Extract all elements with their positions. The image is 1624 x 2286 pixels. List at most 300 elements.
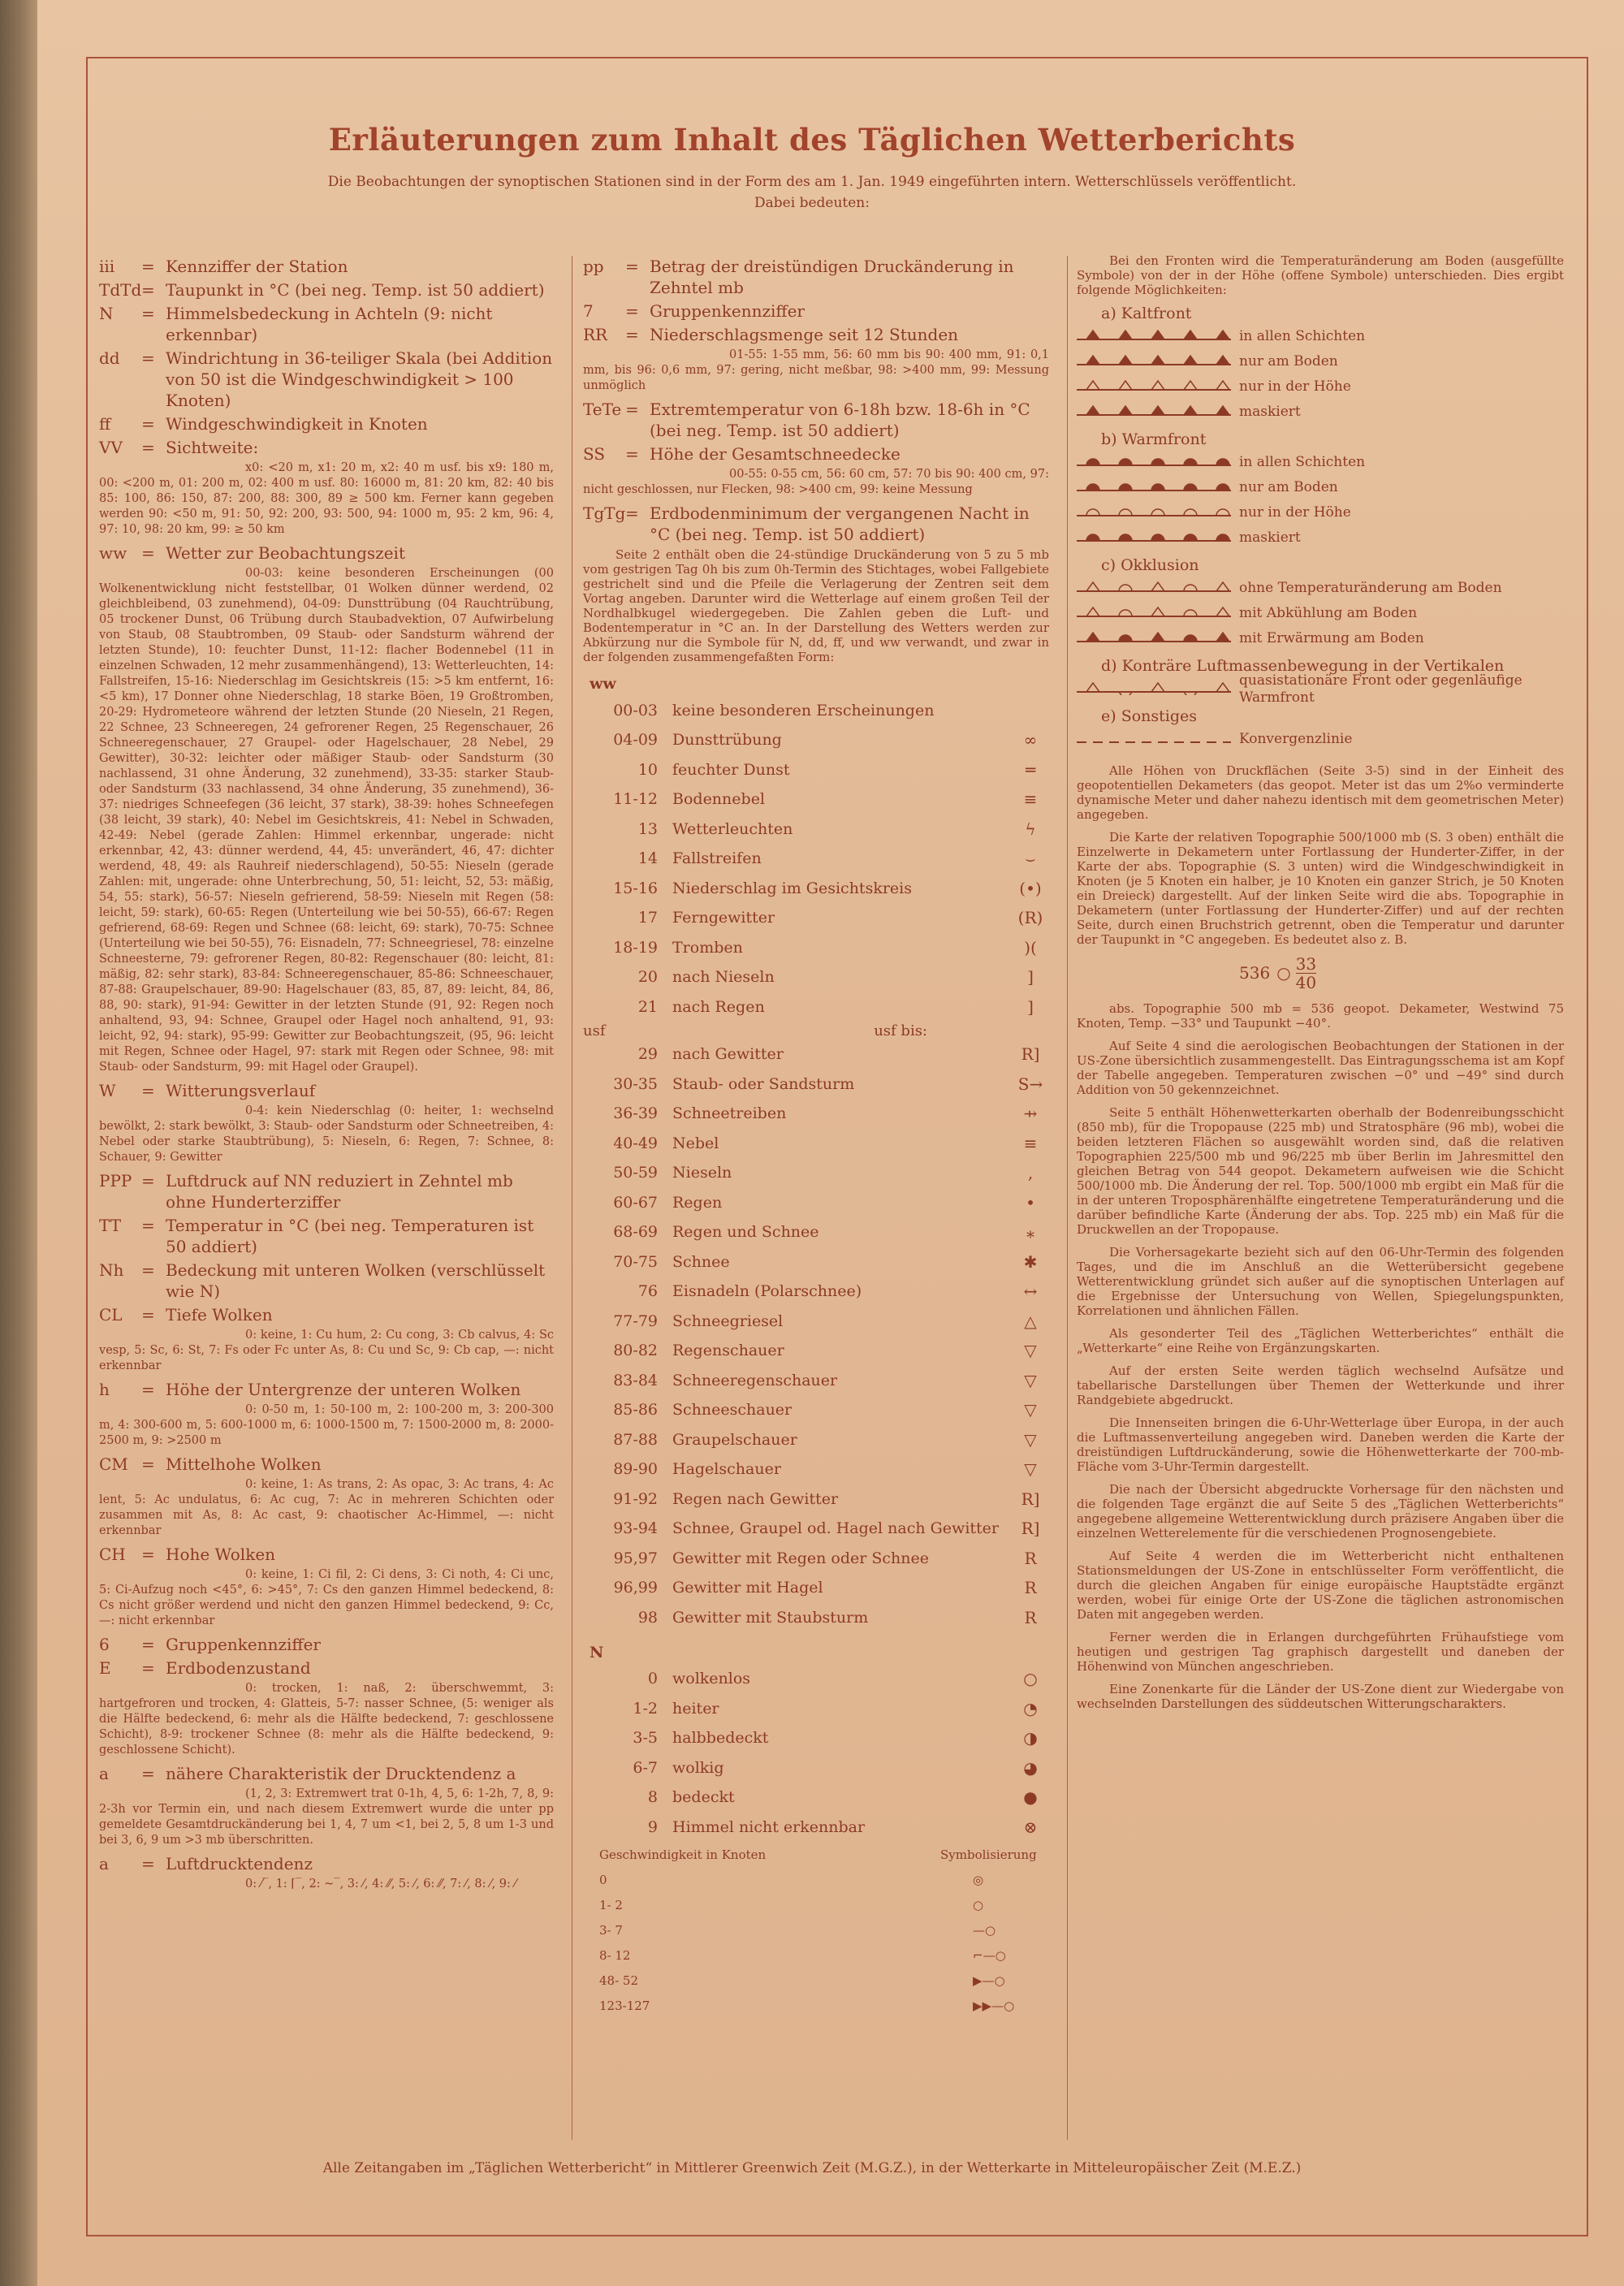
code-row	[583, 963, 1049, 993]
weather-symbol-icon: ▽	[1024, 1370, 1037, 1390]
code-symbol: Nh	[99, 1260, 124, 1280]
code-symbol: SS	[583, 444, 606, 464]
code-number: 8	[647, 1788, 658, 1807]
weather-symbol-icon: ϟ	[1025, 819, 1036, 839]
code-symbol: TeTe	[583, 400, 622, 419]
equals-sign: =	[625, 325, 639, 344]
code-description: Ferngewitter	[672, 909, 775, 927]
code-row	[583, 1455, 1049, 1485]
paragraph: Auf Seite 4 werden die im Wetterbericht nicht enthaltenen Stationsmeldungen der US-Zone in entschlüsselter Form veröffentlicht, die durch die gleichen Angaben für einige europäische Hauptstädte ergänzt werden, wobei für einige Orte der US-Zone die täglichen astronomischen Daten mit angegeben werden.	[1077, 1549, 1564, 1622]
fronts-intro: Bei den Fronten wird die Temperaturänderung am Boden (ausgefüllte Symbole) von der in der Höhe (offene Symbole) unterschieden. Dies ergibt folgende Möglichkeiten:	[1077, 253, 1564, 297]
code-symbol: RR	[583, 325, 608, 344]
code-row	[583, 874, 1049, 904]
definition-text: Erdbodenminimum der vergangenen Nacht in °C (bei neg. Temp. ist 50 addiert)	[650, 503, 1030, 544]
front-description: maskiert	[1239, 529, 1301, 546]
paragraph: Die nach der Übersicht abgedruckte Vorhersage für den nächsten und die folgenden Tage ergänzt die auf Seite 5 des „Täglichen Wetterberichts“ angegebene allgemeine Wetterentwicklung durch präzisere Angaben über die einzelnen Wetterelemente für die verschiedenen Prognosengebiete.	[1077, 1482, 1564, 1541]
front-description: nur am Boden	[1239, 479, 1338, 495]
code-row	[583, 1783, 1049, 1813]
code-description: Nebel	[672, 1134, 719, 1152]
front-description: mit Erwärmung am Boden	[1239, 630, 1424, 646]
front-description: ohne Temperaturänderung am Boden	[1239, 580, 1502, 596]
wind-barb-icon: ⌐—○	[973, 1947, 1006, 1963]
front-row	[1077, 475, 1564, 500]
weather-symbol-icon: ≡	[1023, 789, 1038, 810]
code-symbol: PPP	[99, 1171, 132, 1191]
definition-row	[99, 1080, 554, 1101]
code-symbol: h	[99, 1380, 110, 1399]
code-symbol: TT	[99, 1216, 122, 1235]
code-row	[583, 1724, 1049, 1754]
front-row	[1077, 500, 1564, 525]
definition-row	[99, 1260, 554, 1302]
code-description: Gewitter mit Staubsturm	[672, 1608, 869, 1627]
code-number: 36-39	[613, 1104, 658, 1123]
weather-symbol-icon: ⁎	[1026, 1222, 1034, 1242]
code-description: nach Nieseln	[672, 968, 775, 987]
example-height: 536	[1239, 963, 1271, 983]
equals-sign: =	[141, 1454, 155, 1474]
equals-sign: =	[141, 348, 155, 368]
code-description: Schneetreiben	[672, 1104, 787, 1123]
front-description: nur in der Höhe	[1239, 504, 1351, 521]
code-description: keine besonderen Erscheinungen	[672, 701, 935, 720]
code-row	[583, 1307, 1049, 1337]
weather-symbol-icon: ◑	[1023, 1728, 1038, 1748]
code-number: 50-59	[613, 1164, 658, 1182]
code-row	[583, 1574, 1049, 1604]
code-row	[583, 1277, 1049, 1307]
definition-text: Höhe der Gesamtschneedecke	[650, 444, 901, 464]
code-number: 96,99	[613, 1579, 658, 1597]
front-description: maskiert	[1239, 404, 1301, 420]
code-description: Graupelschauer	[672, 1430, 797, 1449]
definition-text: Wetter zur Beobachtungszeit	[166, 543, 405, 563]
code-row	[583, 1665, 1049, 1695]
code-symbol: CH	[99, 1545, 126, 1564]
code-number: 11-12	[613, 790, 658, 809]
front-row	[1077, 601, 1564, 626]
weather-symbol-icon: ▽	[1024, 1400, 1037, 1420]
wind-row	[583, 1994, 1049, 2019]
wind-row	[583, 1968, 1049, 1994]
ww-heading: ww	[590, 675, 616, 693]
code-row	[583, 904, 1049, 934]
weather-symbol-icon: ▽	[1024, 1459, 1037, 1480]
wind-knots: 8- 12	[599, 1947, 631, 1963]
front-type-heading: c) Okklusion	[1101, 556, 1199, 574]
page-title: Erläuterungen zum Inhalt des Täglichen Wetterberichts	[328, 122, 1296, 158]
code-row	[583, 1040, 1049, 1070]
code-number: 85-86	[613, 1401, 658, 1420]
front-line-icon	[1077, 603, 1231, 620]
code-description: Schnee	[672, 1252, 730, 1271]
weather-symbol-icon: ≡	[1023, 1133, 1038, 1153]
subtitle: Die Beobachtungen der synoptischen Stationen sind in der Form des am 1. Jan. 1949 eingeführten intern. Wetterschlüssels veröffentlicht.	[327, 174, 1297, 190]
weather-symbol-icon: ◕	[1023, 1757, 1038, 1778]
definition-row	[99, 256, 554, 277]
code-description: Staub- oder Sandsturm	[672, 1074, 855, 1093]
code-number: 10	[637, 760, 658, 779]
front-line-icon	[1077, 326, 1231, 343]
code-symbol: iii	[99, 257, 115, 276]
definition-text: Sichtweite:	[166, 438, 259, 457]
code-row	[583, 755, 1049, 785]
front-symbol	[1077, 402, 1239, 423]
code-symbol: E	[99, 1658, 111, 1678]
equals-sign: =	[141, 304, 155, 323]
front-line-icon	[1077, 377, 1231, 393]
code-description: Regen	[672, 1193, 723, 1212]
definition-row	[99, 1215, 554, 1257]
code-number: 80-82	[613, 1342, 658, 1360]
equals-sign: =	[141, 1764, 155, 1783]
weather-symbol-icon: ○	[1023, 1669, 1038, 1689]
weather-symbol-icon: R	[1024, 1548, 1037, 1568]
code-row	[583, 1218, 1049, 1248]
example-temp: 33	[1295, 954, 1317, 974]
definition-row	[99, 1454, 554, 1475]
code-description: Bodennebel	[672, 790, 766, 809]
code-row	[583, 1544, 1049, 1574]
front-line-icon	[1077, 352, 1231, 368]
wind-barb-icon: —○	[973, 1922, 996, 1938]
front-type-heading: a) Kaltfront	[1101, 305, 1192, 322]
front-symbol	[1077, 528, 1239, 549]
definition-row	[99, 1657, 554, 1679]
code-description: Regen und Schnee	[672, 1223, 819, 1242]
weather-symbol-icon: ,	[1027, 1163, 1034, 1183]
weather-symbol-icon: ⇸	[1023, 1104, 1038, 1124]
equals-sign: =	[625, 400, 639, 419]
definition-row	[583, 300, 1049, 322]
code-symbol: VV	[99, 438, 123, 457]
weather-symbol-icon: ▽	[1024, 1341, 1037, 1361]
code-row	[583, 1515, 1049, 1545]
weather-symbol-icon: R	[1024, 1607, 1037, 1627]
paragraph: Eine Zonenkarte für die Länder der US-Zone dient zur Wiedergabe von wechselnden Darstellungen des süddeutschen Witterungscharakters.	[1077, 1682, 1564, 1711]
weather-symbol-icon: ]	[1027, 996, 1034, 1017]
front-symbol	[1077, 452, 1239, 473]
code-symbol: W	[99, 1081, 116, 1100]
definition-row	[99, 279, 554, 300]
front-line-icon	[1077, 452, 1231, 469]
wind-symbol-heading: Symbolisierung	[940, 1847, 1037, 1862]
code-description: bedeckt	[672, 1788, 735, 1807]
front-line-icon	[1077, 679, 1231, 695]
code-number: 6-7	[633, 1758, 658, 1777]
usf-right: usf bis:	[874, 1022, 927, 1039]
code-row	[583, 726, 1049, 756]
front-symbol	[1077, 729, 1239, 750]
code-number: 76	[637, 1282, 658, 1301]
wind-row	[583, 1943, 1049, 1968]
front-line-icon	[1077, 503, 1231, 519]
equals-sign: =	[141, 1854, 155, 1873]
code-description: halbbedeckt	[672, 1729, 769, 1748]
example-fraction	[1296, 955, 1316, 992]
front-row	[1077, 626, 1564, 651]
wind-barb-icon: ▶▶—○	[973, 1998, 1015, 2013]
front-description: Konvergenzlinie	[1239, 731, 1353, 747]
wind-row	[583, 1868, 1049, 1893]
code-description: Schneeschauer	[672, 1401, 793, 1420]
weather-symbol-icon: ✱	[1023, 1251, 1038, 1272]
code-description: Tromben	[672, 938, 743, 957]
definition-text: nähere Charakteristik der Drucktendenz a	[166, 1764, 516, 1783]
front-type-heading: e) Sonstiges	[1101, 707, 1198, 725]
code-number: 13	[637, 819, 658, 838]
code-description: Regenschauer	[672, 1342, 784, 1360]
definition-row	[583, 443, 1049, 465]
footer-note: Alle Zeitangaben im „Täglichen Wetterbericht“ in Mittlerer Greenwich Zeit (M.G.Z.), in der Wetterkarte in Mitteleuropäischer Zeit (M.E.Z.)	[322, 2160, 1302, 2176]
equals-sign: =	[141, 1658, 155, 1678]
paragraph: Ferner werden die in Erlangen durchgeführten Frühaufstiege vom heutigen und gestrigen Tag graphisch dargestellt und daneben der Höhenwind von München angeschrieben.	[1077, 1630, 1564, 1674]
weather-symbol-icon: R	[1024, 1578, 1037, 1598]
code-row	[583, 1188, 1049, 1218]
front-symbol	[1077, 352, 1239, 373]
code-description: wolkig	[672, 1758, 724, 1777]
definition-text: Höhe der Untergrenze der unteren Wolken	[166, 1380, 521, 1399]
code-detail: 0: keine, 1: Cu hum, 2: Cu cong, 3: Cb calvus, 4: Sc vesp, 5: Sc, 6: St, 7: Fs oder Fc unter As, 8: Cu und Sc, 9: Cb cap, —: nicht erkennbar	[99, 1329, 554, 1372]
front-row	[1077, 374, 1564, 400]
weather-symbol-icon: (•)	[1019, 878, 1042, 898]
code-description: Dunsttrübung	[672, 731, 782, 750]
equals-sign: =	[141, 1305, 155, 1324]
front-symbol	[1077, 478, 1239, 499]
code-row	[583, 1100, 1049, 1130]
code-row	[583, 1813, 1049, 1843]
front-type-heading: d) Konträre Luftmassenbewegung in der Vertikalen	[1101, 657, 1505, 675]
wind-knots: 48- 52	[599, 1973, 639, 1988]
weather-symbol-icon: ═	[1025, 759, 1036, 780]
definition-row	[99, 1853, 554, 1874]
paragraph: Alle Höhen von Druckflächen (Seite 3-5) sind in der Einheit des geopotentiellen Dekameters (das geopot. Meter ist das um 2%o verminderte dynamische Meter und daher nahezu identisch mit dem geometrischen Meter) angegeben.	[1077, 763, 1564, 822]
paragraph: Auf Seite 4 sind die aerologischen Beobachtungen der Stationen in der US-Zone übersichtlich zusammengestellt. Das Eintragungsschema ist am Kopf der Tabelle angegeben. Temperaturen zwischen −0° und −49° sind durch Addition von 50 gekennzeichnet.	[1077, 1039, 1564, 1097]
code-row	[583, 1366, 1049, 1396]
code-number: 15-16	[613, 879, 658, 897]
wind-knots: 0	[599, 1872, 607, 1887]
equals-sign: =	[625, 503, 639, 523]
wind-header	[583, 1843, 1049, 1868]
column-left	[99, 253, 554, 1897]
code-description: Nieseln	[672, 1164, 732, 1182]
code-row	[583, 1129, 1049, 1159]
code-row	[583, 1247, 1049, 1277]
front-line-icon	[1077, 629, 1231, 645]
code-row	[583, 1396, 1049, 1426]
code-symbol: a	[99, 1854, 109, 1873]
definition-row	[99, 1379, 554, 1400]
code-row	[583, 992, 1049, 1022]
code-number: 68-69	[613, 1223, 658, 1242]
weather-symbol-icon: △	[1024, 1311, 1037, 1331]
paragraph: Die Vorhersagekarte bezieht sich auf den 06-Uhr-Termin des folgenden Tages, und die im Anschluß an die Wetterübersicht gegebene Wetterentwicklung gründet sich außer auf die synoptischen Unterlagen auf die Ergebnisse der Untersuchung von Wellen, Spiegelungspunkten, Korrelationen und ähnlichen Fällen.	[1077, 1245, 1564, 1318]
book-binding	[0, 0, 37, 2286]
code-symbol: ww	[99, 543, 127, 563]
code-detail: x0: <20 m, x1: 20 m, x2: 40 m usf. bis x9: 180 m, 00: <200 m, 01: 200 m, 02: 400 m usf. 80: 16000 m, 81: 20 km, 82: 40 bis 85: 100, 86: 150, 87: 200, 88: 300, 89 ≥ 500 km. Ferner kann gegeben werden 90: <50 m, 91: 50, 92: 200, 93: 500, 94: 1000 m, 95: 2 km, 96: 4, 97: 10, 98: 20 km, 99: ≥ 50 km	[99, 461, 554, 536]
code-row	[583, 1694, 1049, 1724]
code-detail: 0: trocken, 1: naß, 2: überschwemmt, 3: hartgefroren und trocken, 4: Glatteis, 5-7: nasser Schnee, (5: weniger als die Hälfte bedeckend, 6: mehr als die Hälfte bedeckend, 7: geschlossene Schicht), 8-9: trockener Schnee (8: mehr als die Hälfte bedeckend, 9: geschlossene Schicht).	[99, 1682, 554, 1757]
code-number: 18-19	[613, 938, 658, 957]
code-description: Himmel nicht erkennbar	[672, 1817, 866, 1836]
code-row	[583, 1337, 1049, 1367]
code-symbol: dd	[99, 348, 120, 368]
front-symbol	[1077, 326, 1239, 348]
front-description: mit Abkühlung am Boden	[1239, 605, 1418, 621]
front-row	[1077, 450, 1564, 475]
weather-symbol-icon: ⊗	[1023, 1817, 1038, 1837]
front-description: nur am Boden	[1239, 353, 1338, 369]
code-symbol: pp	[583, 257, 604, 276]
front-description: in allen Schichten	[1239, 328, 1366, 344]
code-row	[583, 1753, 1049, 1783]
code-description: Schneeregenschauer	[672, 1371, 838, 1389]
code-detail: 00-55: 0-55 cm, 56: 60 cm, 57: 70 bis 90: 400 cm, 97: nicht geschlossen, nur Flecken, 98: >400 cm, 99: keine Messung	[583, 468, 1049, 496]
code-description: nach Regen	[672, 997, 765, 1016]
paragraph: abs. Topographie 500 mb = 536 geopot. Dekameter, Westwind 75 Knoten, Temp. −33° und Taupunkt −40°.	[1077, 1001, 1564, 1031]
front-row	[1077, 525, 1564, 551]
code-number: 60-67	[613, 1193, 658, 1212]
code-symbol: TdTd	[99, 280, 142, 300]
code-description: wolkenlos	[672, 1670, 751, 1688]
code-detail: 0-4: kein Niederschlag (0: heiter, 1: wechselnd bewölkt, 2: stark bewölkt, 3: Staub- oder Sandsturm oder Schneetreiben, 4: Nebel oder starke Staubtrübung), 5: Nieseln, 6: Regen, 7: Schnee, 8: Schauer, 9: Gewitter	[99, 1104, 554, 1164]
code-description: feuchter Dunst	[672, 760, 790, 779]
front-line-icon	[1077, 478, 1231, 494]
definition-row	[99, 1304, 554, 1325]
weather-symbol-icon: R]	[1021, 1519, 1040, 1539]
column-divider	[1067, 256, 1068, 2140]
code-detail: 00-03: keine besonderen Erscheinungen (00 Wolkenentwicklung nicht feststellbar, 01 Wolken dünner werdend, 02 gleichbleibend, 03 zunehmend), 04-09: Dunsttrübung (04 Rauchtrübung, 05 trockener Dunst, 06 Trübung durch Staubadvektion, 07 Aufwirbelung von Staub, 08 Staubtromben, 09 Staub- oder Sandsturm während der letzten Stunde), 10: feuchter Dunst, 11-12: flacher Bodennebel (11 in einzelnen Schwaden, 12 mehr zusammenhängend), 13: Wetterleuchten, 14: Fallstreifen, 15-16: Niederschlag im Gesichtskreis (15: >5 km entfernt, 16: <5 km), 17 Donner ohne Niederschlag, 18 starke Böen, 19 Großtromben, 20-29: Hydrometeore während der letzten Stunde (20 Nieseln, 21 Regen, 22 Schnee, 23 Schneeregen, 24 gefrorener Regen, 25 Regenschauer, 26 Schneeregenschauer, 27 Graupel- oder Hagelschauer, 28 Nebel, 29 Gewitter), 30-32: leichter oder mäßiger Staub- oder Sandsturm (30 nachlassend, 31 ohne Änderung, 32 zunehmend), 33-35: starker Staub- oder Sandsturm (33 nachlassend, 34 ohne Änderung, 35 zunehmend), 36-37: niedriges Schneefegen (36 leicht, 37 stark), 38-39: hohes Schneefegen (38 leicht, 39 stark), 40: Nebel im Gesichtskreis, 41: Nebel in Schwaden, 42-49: Nebel (gerade Zahlen: Himmel erkennbar, ungerade: nicht erkennbar, 42, 43: dünner werdend, 44, 45: unverändert, 46, 47: dichter werdend, 48, 49: als Rauhreif niederschlagend), 50-55: Nieseln (gerade Zahlen: mit, ungerade: ohne Unterbrechung, 50, 51: leicht, 52, 53: mäßig, 54, 55: stark), 56-57: Nieseln gefrierend, 58-59: Nieseln mit Regen (58: leicht, 59: stark), 60-65: Regen (Unterteilung wie bei 50-55), 66-67: Regen gefrierend, 68-69: Regen und Schnee (68: leicht, 69: stark), 70-75: Schnee (Unterteilung wie bei 50-55), 76: Eisnadeln, 77: Schneegriesel, 78: einzelne Schneesterne, 79: gefrorener Regen, 80-82: Regenschauer (80: leicht, 81: mäßig, 82: sehr stark), 83-84: Schneeregenschauer, 85-86: Schneeschauer, 87-88: Graupelschauer, 89-90: Hagelschauer (83, 85, 87, 89: leicht, 84, 86, 88, 90: stark), 91-94: Gewitter in der letzten Stunde (91, 92: Regen noch anhaltend, 93, 94: Schnee, Graupel oder Hagel noch anhaltend, 91, 93: leicht, 92, 94: stark), 95-99: Gewitter zur Beobachtungszeit, (95, 96: leicht mit Regen, Schnee oder Hagel, 97: stark mit Regen oder Schnee, 98: mit Staub- oder Sandsturm, 99: mit Hagel oder Graupel).	[99, 567, 554, 1074]
definition-row	[583, 324, 1049, 345]
code-symbol: N	[99, 304, 114, 323]
front-row	[1077, 349, 1564, 374]
code-number: 93-94	[613, 1519, 658, 1538]
definition-text: Luftdruck auf NN reduziert in Zehntel mb ohne Hunderterziffer	[166, 1171, 513, 1212]
code-number: 70-75	[613, 1252, 658, 1271]
code-symbol: a	[99, 1764, 109, 1783]
code-row	[583, 785, 1049, 815]
usf-left: usf	[583, 1022, 606, 1039]
code-symbol: CM	[99, 1454, 128, 1474]
weather-symbol-icon: S→	[1017, 1074, 1043, 1094]
equals-sign: =	[625, 444, 639, 464]
code-description: Fallstreifen	[672, 849, 762, 868]
code-number: 21	[637, 997, 658, 1016]
front-description: quasistationäre Front oder gegenläufige Warmfront	[1239, 672, 1522, 706]
definition-row	[99, 1544, 554, 1565]
code-number: 17	[637, 909, 658, 927]
code-detail: 01-55: 1-55 mm, 56: 60 mm bis 90: 400 mm, 91: 0,1 mm, bis 96: 0,6 mm, 97: gering, nicht meßbar, 98: >400 mm, 99: Messung unmöglich	[583, 348, 1049, 392]
front-row	[1077, 727, 1564, 752]
equals-sign: =	[141, 1260, 155, 1280]
wind-row	[583, 1918, 1049, 1943]
definition-row	[583, 399, 1049, 441]
equals-sign: =	[141, 1635, 155, 1654]
code-description: Schnee, Graupel od. Hagel nach Gewitter	[672, 1519, 999, 1538]
code-description: nach Gewitter	[672, 1045, 784, 1064]
code-detail: (1, 2, 3: Extremwert trat 0-1h, 4, 5, 6: 1-2h, 7, 8, 9: 2-3h vor Termin ein, und nach diesem Extremwert wurde die unter pp gemeldete Gesamtdruckänderung bei 1, 4, 7 um <1, bei 2, 5, 8 um 1-3 und bei 3, 6, 9 um >3 mb überschritten.	[99, 1787, 554, 1847]
code-symbol: TgTg	[583, 503, 626, 523]
equals-sign: =	[141, 1545, 155, 1564]
front-line-icon	[1077, 528, 1231, 544]
paragraph: Als gesonderter Teil des „Täglichen Wetterberichtes“ enthält die „Wetterkarte“ eine Reihe von Ergänzungskarten.	[1077, 1326, 1564, 1355]
weather-symbol-icon: ▽	[1024, 1429, 1037, 1450]
usf-row	[583, 1022, 1049, 1040]
code-number: 91-92	[613, 1489, 658, 1508]
code-description: Eisnadeln (Polarschnee)	[672, 1282, 862, 1301]
equals-sign: =	[625, 301, 639, 321]
front-line-icon	[1077, 729, 1231, 745]
code-row	[583, 1484, 1049, 1515]
equals-sign: =	[141, 414, 155, 434]
definition-row	[99, 1763, 554, 1784]
code-row	[583, 1159, 1049, 1189]
n-heading: N	[590, 1643, 604, 1662]
definition-row	[583, 256, 1049, 298]
wind-knots: 123-127	[599, 1998, 650, 2013]
code-detail: 0: 0-50 m, 1: 50-100 m, 2: 100-200 m, 3: 200-300 m, 4: 300-600 m, 5: 600-1000 m, 6: 1000-1500 m, 7: 1500-2000 m, 8: 2000-2500 m, 9: >2500 m	[99, 1403, 554, 1447]
weather-symbol-icon: ∞	[1023, 730, 1038, 750]
definition-row	[99, 1170, 554, 1212]
definition-text: Luftdrucktendenz	[166, 1854, 313, 1873]
weather-symbol-icon: ◔	[1023, 1698, 1038, 1718]
definition-row	[99, 348, 554, 411]
definition-text: Temperatur in °C (bei neg. Temperaturen ist 50 addiert)	[166, 1216, 534, 1256]
front-symbol	[1077, 679, 1239, 700]
definition-row	[99, 1634, 554, 1655]
weather-symbol-icon: ⌣	[1025, 849, 1036, 869]
code-description: Gewitter mit Hagel	[672, 1579, 823, 1597]
code-detail: 0: keine, 1: Ci fil, 2: Ci dens, 3: Ci noth, 4: Ci unc, 5: Ci-Aufzug noch <45°, 6: >45°, 7: Cs den ganzen Himmel bedeckend, 8: Cs nicht größer werdend und nicht den ganzen Himmel bedeckend, 9: Cc, —: nicht erkennbar	[99, 1568, 554, 1627]
weather-symbol-icon: •	[1026, 1192, 1035, 1212]
station-circle-icon: ○	[1276, 963, 1291, 983]
definition-text: Windrichtung in 36-teiliger Skala (bei Addition von 50 ist die Windgeschwindigkeit > 100 Knoten)	[166, 348, 553, 410]
definition-text: Betrag der dreistündigen Druckänderung in Zehntel mb	[650, 257, 1014, 297]
front-description: nur in der Höhe	[1239, 378, 1351, 395]
code-number: 30-35	[613, 1074, 658, 1093]
front-type-heading: b) Warmfront	[1101, 430, 1207, 448]
front-symbol	[1077, 377, 1239, 398]
code-number: 77-79	[613, 1312, 658, 1330]
equals-sign: =	[141, 1216, 155, 1235]
front-line-icon	[1077, 402, 1231, 418]
definition-row	[99, 437, 554, 458]
spacer	[1077, 752, 1564, 763]
definition-text: Windgeschwindigkeit in Knoten	[166, 414, 428, 434]
front-line-icon	[1077, 578, 1231, 594]
code-description: Gewitter mit Regen oder Schnee	[672, 1549, 929, 1567]
code-number: 20	[637, 968, 658, 987]
code-number: 14	[637, 849, 658, 868]
weather-symbol-icon: ↔	[1023, 1281, 1038, 1302]
weather-symbol-icon: ]	[1027, 967, 1034, 987]
front-row	[1077, 576, 1564, 601]
front-description: in allen Schichten	[1239, 454, 1366, 470]
code-symbol: CL	[99, 1305, 123, 1324]
code-symbol: 6	[99, 1635, 110, 1654]
front-row	[1077, 400, 1564, 425]
definition-text: Himmelsbedeckung in Achteln (9: nicht erkennbar)	[166, 304, 493, 344]
weather-symbol-icon: )(	[1024, 937, 1037, 957]
code-number: 95,97	[613, 1549, 658, 1567]
code-detail: 0: ⁄‾, 1: ⌈‾, 2: ~‾, 3: ⁄, 4: ⁄⁄, 5: ⁄, 6: ⁄⁄, 7: ⁄, 8: ⁄, 9: ⁄	[245, 1878, 516, 1891]
definition-text: Gruppenkennziffer	[650, 301, 805, 321]
definition-text: Mittelhohe Wolken	[166, 1454, 322, 1474]
wind-barb-icon: ◎	[973, 1872, 984, 1887]
definition-text: Niederschlagsmenge seit 12 Stunden	[650, 325, 959, 344]
paragraph: Seite 2 enthält oben die 24-stündige Druckänderung von 5 zu 5 mb vom gestrigen Tag 0h bis zum 0h-Termin des Stichtages, wobei Fallgebiete gestrichelt sind und die Pfeile die Verlagerung der Zentren seit dem Vortag angeben. Darunter wird die Wetterlage auf einem großen Teil der Nordhalbkugel wiedergegeben. Die Zahlen geben die Luft- und Bodentemperatur in °C an. In der Darstellung des Wetters werden zur Abkürzung nur die Symbole für N, dd, ff, und ww verwandt, und zwar in der folgenden zusammengefaßten Form:	[583, 547, 1049, 664]
code-symbol: ff	[99, 414, 111, 434]
